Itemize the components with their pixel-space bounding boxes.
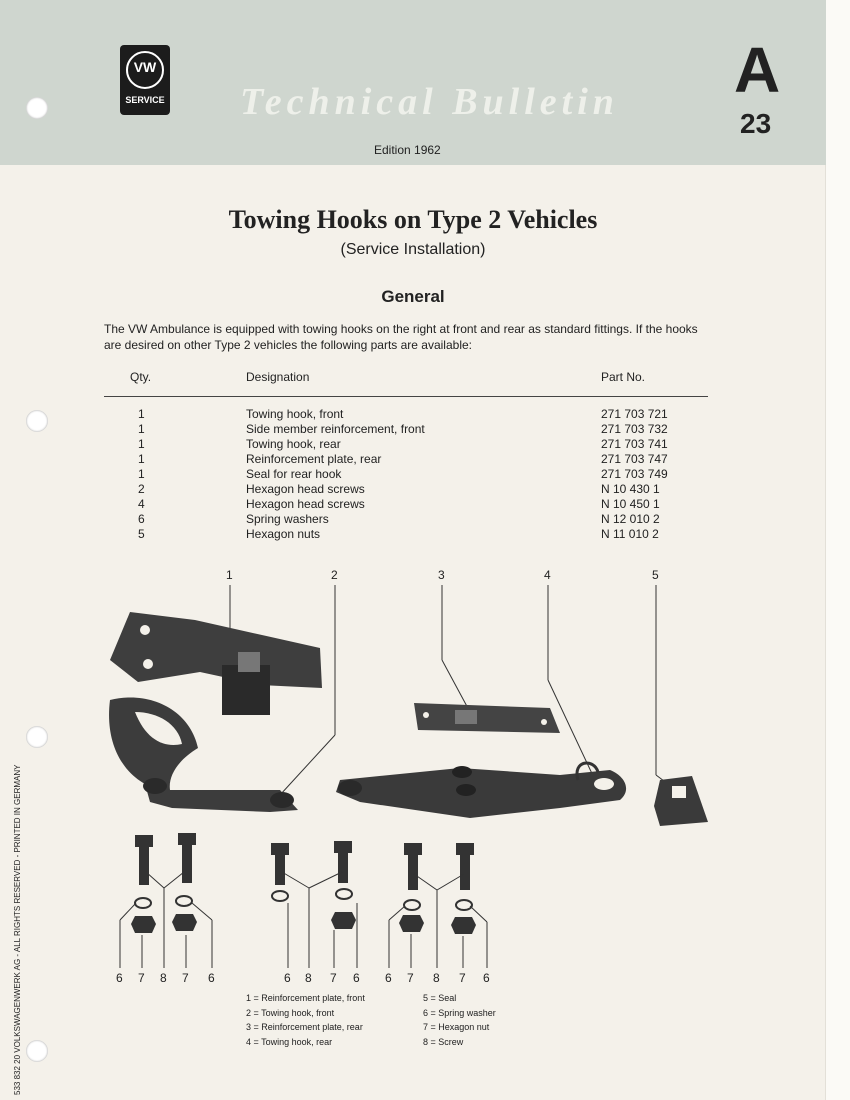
legend-item: 3 = Reinforcement plate, rear [246, 1022, 363, 1033]
callout-number: 7 [407, 971, 414, 985]
cell-qty: 4 [138, 497, 145, 511]
edition: Edition 1962 [374, 143, 441, 157]
callout-number: 3 [438, 568, 445, 582]
cell-part-no: N 10 450 1 [601, 497, 660, 511]
cell-part-no: N 12 010 2 [601, 512, 660, 526]
callout-number: 6 [353, 971, 360, 985]
page-title: Towing Hooks on Type 2 Vehicles [228, 205, 598, 234]
section-heading: General [381, 287, 445, 306]
cell-qty: 6 [138, 512, 145, 526]
cell-part-no: 271 703 732 [601, 422, 668, 436]
callout-number: 2 [331, 568, 338, 582]
cell-qty: 1 [138, 452, 145, 466]
cell-qty: 1 [138, 467, 145, 481]
logo-service-text: SERVICE [125, 95, 165, 105]
cell-qty: 2 [138, 482, 145, 496]
series-letter: A [734, 34, 781, 106]
seal-illustration [654, 776, 708, 826]
cell-part-no: N 10 430 1 [601, 482, 660, 496]
legend-item: 8 = Screw [423, 1036, 464, 1047]
side-imprint: 533 832 20 VOLKSWAGENWERK AG - ALL RIGHTS RESERVED - PRINTED IN GERMANY [13, 764, 22, 1095]
col-header-qty: Qty. [130, 370, 152, 384]
callout-number: 6 [284, 971, 291, 985]
callout-number: 6 [483, 971, 490, 985]
callout-number: 7 [138, 971, 145, 985]
cell-qty: 1 [138, 422, 145, 436]
cell-designation: Spring washers [246, 512, 329, 526]
bulletin-title: Technical Bulletin [240, 81, 619, 123]
callout-number: 8 [305, 971, 312, 985]
cell-designation: Reinforcement plate, rear [246, 452, 382, 466]
legend-right [423, 991, 496, 1049]
intro-paragraph: The VW Ambulance is equipped with towing hooks on the right at front and rear as standard fittings. If the hooks are desired on other Type 2 vehicles the following parts are available: [104, 322, 698, 352]
cell-part-no: N 11 010 2 [601, 527, 659, 541]
towing-hook-rear-illustration [336, 763, 626, 818]
legend-item: 1 = Reinforcement plate, front [246, 993, 365, 1003]
col-header-designation: Designation [246, 370, 310, 384]
cell-designation: Hexagon head screws [246, 497, 365, 511]
cell-designation: Hexagon nuts [246, 527, 321, 541]
callout-number: 5 [652, 568, 659, 582]
series-number: 23 [740, 108, 772, 139]
cell-designation: Seal for rear hook [246, 467, 342, 481]
cell-qty: 1 [138, 407, 145, 421]
callout-number: 7 [459, 971, 466, 985]
cell-qty: 5 [138, 527, 145, 541]
cell-part-no: 271 703 721 [601, 407, 668, 421]
col-header-part-no: Part No. [601, 370, 646, 384]
legend-item: 2 = Towing hook, front [246, 1007, 335, 1018]
reinforcement-plate-rear-illustration [414, 703, 560, 733]
cell-designation: Towing hook, front [246, 407, 344, 421]
callout-number: 6 [208, 971, 215, 985]
legend-left [246, 991, 365, 1049]
callout-number: 8 [160, 971, 167, 985]
cell-qty: 1 [138, 437, 145, 451]
callout-number: 8 [433, 971, 440, 985]
callout-number: 1 [226, 568, 233, 582]
legend-item: 5 = Seal [423, 993, 457, 1003]
cell-part-no: 271 703 749 [601, 467, 668, 481]
cell-part-no: 271 703 747 [601, 452, 668, 466]
callout-number: 6 [116, 971, 123, 985]
logo-vw-text: VW [133, 59, 157, 75]
legend-item: 6 = Spring washer [423, 1007, 496, 1018]
fastener-group [131, 833, 476, 934]
callout-number: 6 [385, 971, 392, 985]
cell-designation: Side member reinforcement, front [246, 422, 425, 436]
page-subtitle: (Service Installation) [340, 241, 486, 258]
cell-part-no: 271 703 741 [601, 437, 668, 451]
callout-number: 7 [182, 971, 189, 985]
legend-item: 7 = Hexagon nut [423, 1022, 490, 1033]
callout-number: 7 [330, 971, 337, 985]
callout-number: 4 [544, 568, 551, 582]
cell-designation: Towing hook, rear [246, 437, 341, 451]
cell-designation: Hexagon head screws [246, 482, 365, 496]
legend-item: 4 = Towing hook, rear [246, 1036, 333, 1047]
